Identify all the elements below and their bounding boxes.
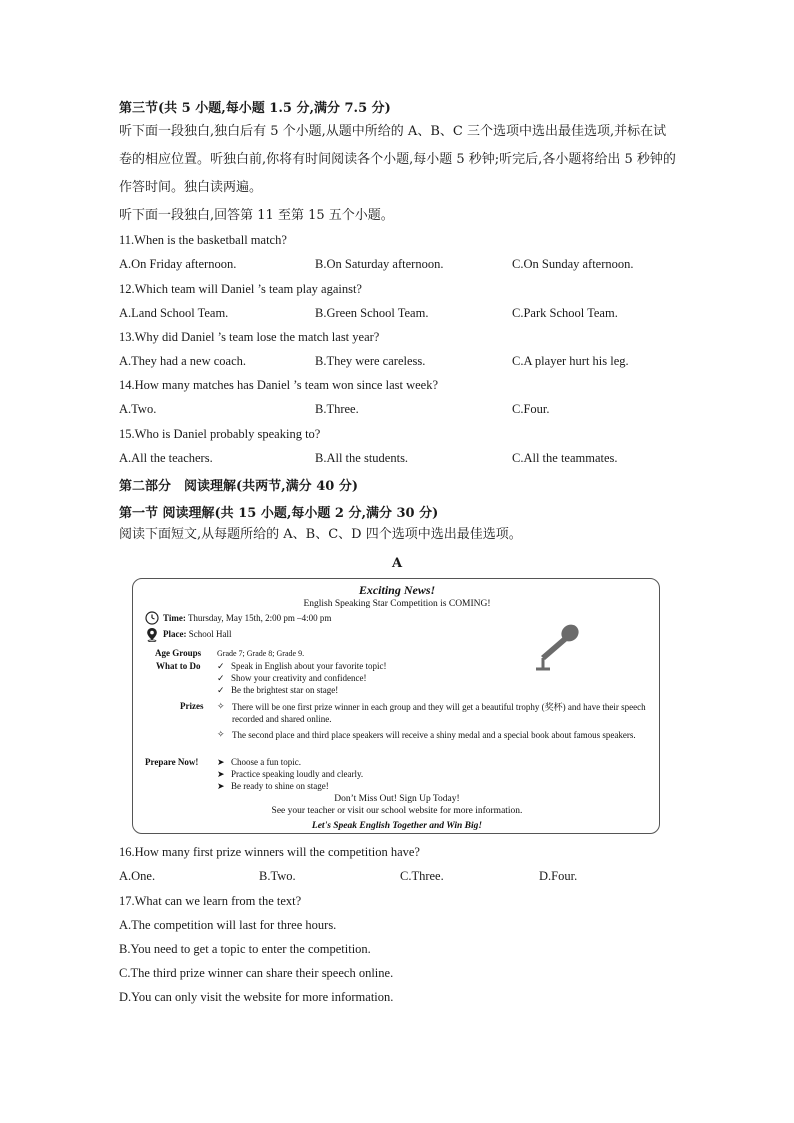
prize-item: There will be one first prize winner in each group and they will get a beautiful trophy (奖杯) and have their speech recorded and shared online. [232, 702, 646, 724]
prizes-label: Prizes [180, 701, 204, 711]
q13-option-b: B.They were careless. [315, 354, 426, 368]
clock-icon [145, 611, 159, 625]
poster-time [163, 613, 331, 623]
q16-option-a: A.One. [119, 869, 156, 883]
q12-option-b: B.Green School Team. [315, 306, 429, 320]
prize-bullet: ✧ [217, 729, 225, 739]
question-12: 12.Which team will Daniel ’s team play against? [119, 282, 362, 296]
q13-option-c: C.A player hurt his leg. [512, 354, 629, 368]
section3-title: 第三节(共 5 小题,每小题 1.5 分,满分 7.5 分) [119, 101, 391, 116]
section3-instructions: 听下面一段独白,独白后有 5 个小题,从题中所给的 A、B、C 三个选项中选出最佳选项,并标在试卷的相应位置。听独白前,你将有时间阅读各个小题,每小题 5 秒钟;听完后,各小题将给出 5 秒钟的作答时间。独白读两遍。 [119, 124, 676, 195]
q14-option-b: B.Three. [315, 402, 359, 416]
q16-option-c: C.Three. [400, 869, 444, 883]
question-15: 15.Who is Daniel probably speaking to? [119, 427, 321, 441]
prepare-item: ➤ Choose a fun topic. [217, 757, 301, 767]
question-17: 17.What can we learn from the text? [119, 894, 302, 908]
what-to-do-item: ✓ Be the brightest star on stage! [217, 685, 339, 695]
q17-option-c: C.The third prize winner can share their speech online. [119, 966, 394, 980]
q17-option-b: B.You need to get a topic to enter the competition. [119, 942, 371, 956]
q11-option-a: A.On Friday afternoon. [119, 257, 237, 271]
place-value: School Hall [188, 629, 232, 639]
age-groups-value: Grade 7; Grade 8; Grade 9. [217, 649, 305, 658]
q15-option-b: B.All the students. [315, 451, 409, 465]
poster-title: Exciting News! [358, 583, 436, 597]
what-to-do-label: What to Do [156, 661, 201, 671]
prepare-now-label: Prepare Now! [145, 757, 199, 767]
q11-option-b: B.On Saturday afternoon. [315, 257, 444, 271]
poster-footer-info: See your teacher or visit our school website for more information. [271, 806, 523, 816]
q14-option-c: C.Four. [512, 402, 550, 416]
question-14: 14.How many matches has Daniel ’s team won since last week? [119, 378, 439, 392]
passage-letter: A [391, 556, 403, 571]
prize-bullet: ✧ [217, 701, 225, 711]
prize-item: The second place and third place speakers will receive a shiny medal and a special book about famous speakers. [232, 730, 636, 740]
place-label: Place: [163, 629, 187, 639]
what-to-do-item: ✓ Speak in English about your favorite topic! [217, 661, 387, 671]
q11-option-c: C.On Sunday afternoon. [512, 257, 634, 271]
age-groups-label: Age Groups [155, 648, 202, 658]
microphone-icon [533, 623, 583, 671]
poster-footer-slogan: Let's Speak English Together and Win Big! [311, 821, 483, 831]
part2-title: 第二部分 阅读理解(共两节,满分 40 分) [119, 479, 358, 494]
poster-subtitle: English Speaking Star Competition is COMING! [303, 599, 491, 609]
part2-instructions: 阅读下面短文,从每题所给的 A、B、C、D 四个选项中选出最佳选项。 [119, 527, 522, 542]
time-value: Thursday, May 15th, 2:00 pm –4:00 pm [187, 613, 332, 623]
q12-option-a: A.Land School Team. [119, 306, 229, 320]
competition-poster [132, 578, 660, 834]
q12-option-c: C.Park School Team. [512, 306, 618, 320]
prepare-item: ➤ Be ready to shine on stage! [217, 781, 329, 791]
what-to-do-item: ✓ Show your creativity and confidence! [217, 673, 367, 683]
part2-section1-title: 第一节 阅读理解(共 15 小题,每小题 2 分,满分 30 分) [119, 506, 439, 521]
poster-place [163, 629, 231, 639]
prepare-item: ➤ Practice speaking loudly and clearly. [217, 769, 364, 779]
question-11: 11.When is the basketball match? [119, 233, 287, 247]
poster-footer-signup: Don’t Miss Out! Sign Up Today! [334, 794, 460, 804]
q15-option-a: A.All the teachers. [119, 451, 213, 465]
q17-option-d: D.You can only visit the website for more information. [119, 990, 394, 1004]
q15-option-c: C.All the teammates. [512, 451, 618, 465]
q16-option-b: B.Two. [259, 869, 296, 883]
time-label: Time: [163, 613, 186, 623]
section3-lead: 听下面一段独白,回答第 11 至第 15 五个小题。 [119, 208, 394, 223]
q17-option-a: A.The competition will last for three hours. [119, 918, 337, 932]
q16-option-d: D.Four. [539, 869, 578, 883]
location-pin-icon [146, 627, 158, 642]
question-16: 16.How many first prize winners will the competition have? [119, 845, 420, 859]
q13-option-a: A.They had a new coach. [119, 354, 247, 368]
question-13: 13.Why did Daniel ’s team lose the match last year? [119, 330, 380, 344]
q14-option-a: A.Two. [119, 402, 157, 416]
